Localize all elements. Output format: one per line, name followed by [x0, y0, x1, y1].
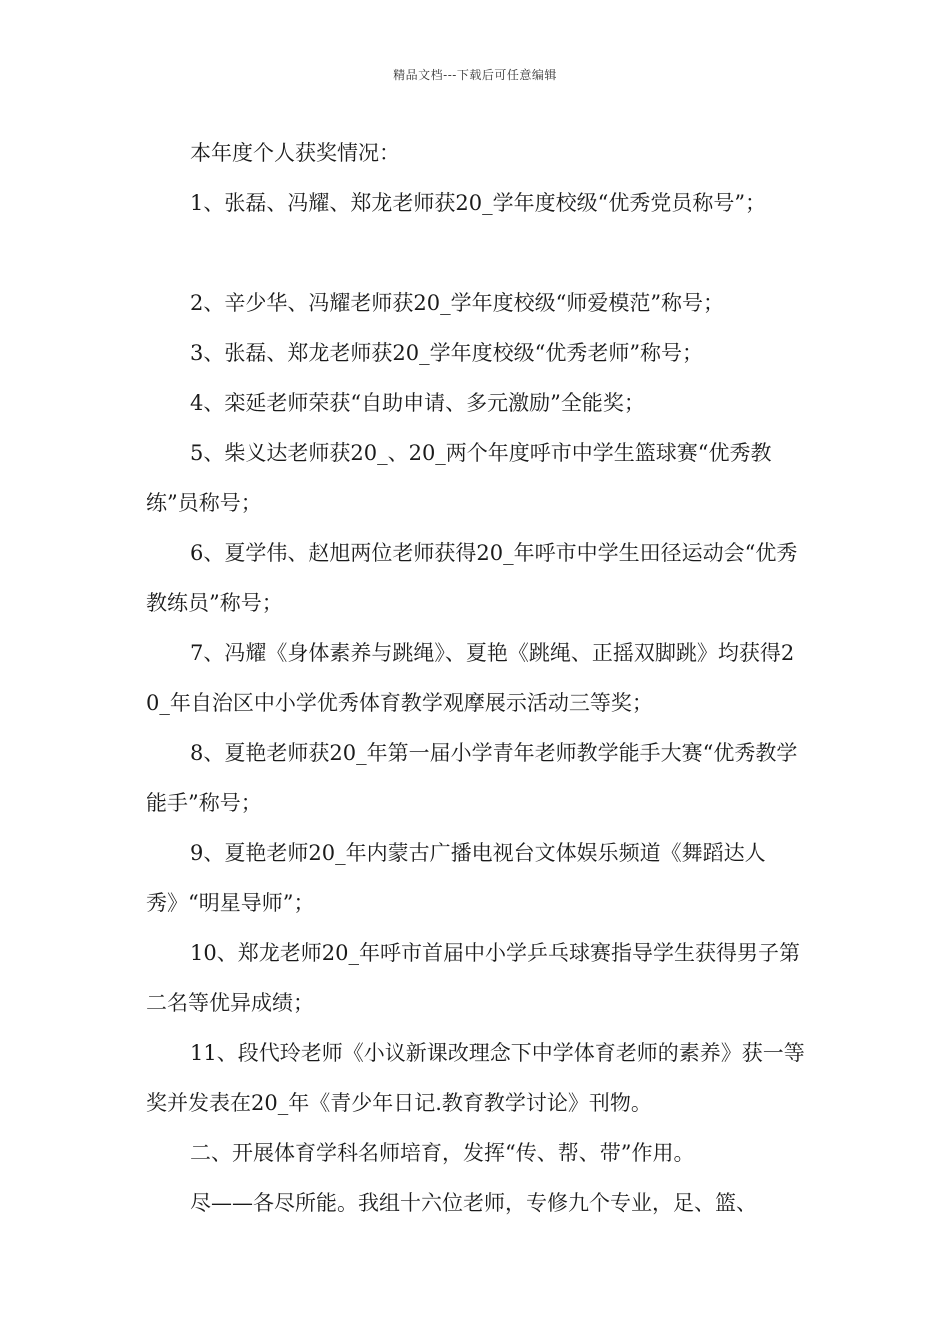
section-heading: 二、开展体育学科名师培育，发挥“传、帮、带”作用。 [190, 1141, 695, 1165]
award-item-5: 5、柴义达老师获20_、20_两个年度呼市中学生篮球赛“优秀教练”员称号； [146, 441, 772, 515]
award-item-9: 9、夏艳老师20_年内蒙古广播电视台文体娱乐频道《舞蹈达人秀》“明星导师”； [146, 841, 766, 915]
award-item-11: 11、段代玲老师《小议新课改理念下中学体育老师的素养》获一等奖并发表在20_年《青少年日记.教育教学讨论》刊物。 [146, 1041, 805, 1115]
award-item-4: 4、栾延老师荣获“自助申请、多元激励”全能奖； [190, 391, 645, 415]
page-header: 精品文档---下载后可任意编辑 [393, 68, 557, 82]
award-item-7: 7、冯耀《身体素养与跳绳》、夏艳《跳绳、正摇双脚跳》均获得20_年自治区中小学优秀体育教学观摩展示活动三等奖； [146, 641, 795, 715]
award-item-2: 2、辛少华、冯耀老师获20_学年度校级“师爱模范”称号； [190, 291, 725, 315]
closing-paragraph: 尽——各尽所能。我组十六位老师，专修九个专业，足、篮、 [190, 1191, 757, 1215]
award-item-1: 1、张磊、冯耀、郑龙老师获20_学年度校级“优秀党员称号”； [190, 191, 767, 215]
award-item-10: 10、郑龙老师20_年呼市首届中小学乒乓球赛指导学生获得男子第二名等优异成绩； [146, 941, 800, 1015]
award-item-3: 3、张磊、郑龙老师获20_学年度校级“优秀老师”称号； [190, 341, 704, 365]
award-item-8: 8、夏艳老师获20_年第一届小学青年老师教学能手大赛“优秀教学能手”称号； [146, 741, 798, 815]
blank-line [146, 228, 806, 278]
award-item-6: 6、夏学伟、赵旭两位老师获得20_年呼市中学生田径运动会“优秀教练员”称号； [146, 541, 798, 615]
document-body [146, 128, 806, 1228]
intro-paragraph: 本年度个人获奖情况： [190, 141, 400, 165]
